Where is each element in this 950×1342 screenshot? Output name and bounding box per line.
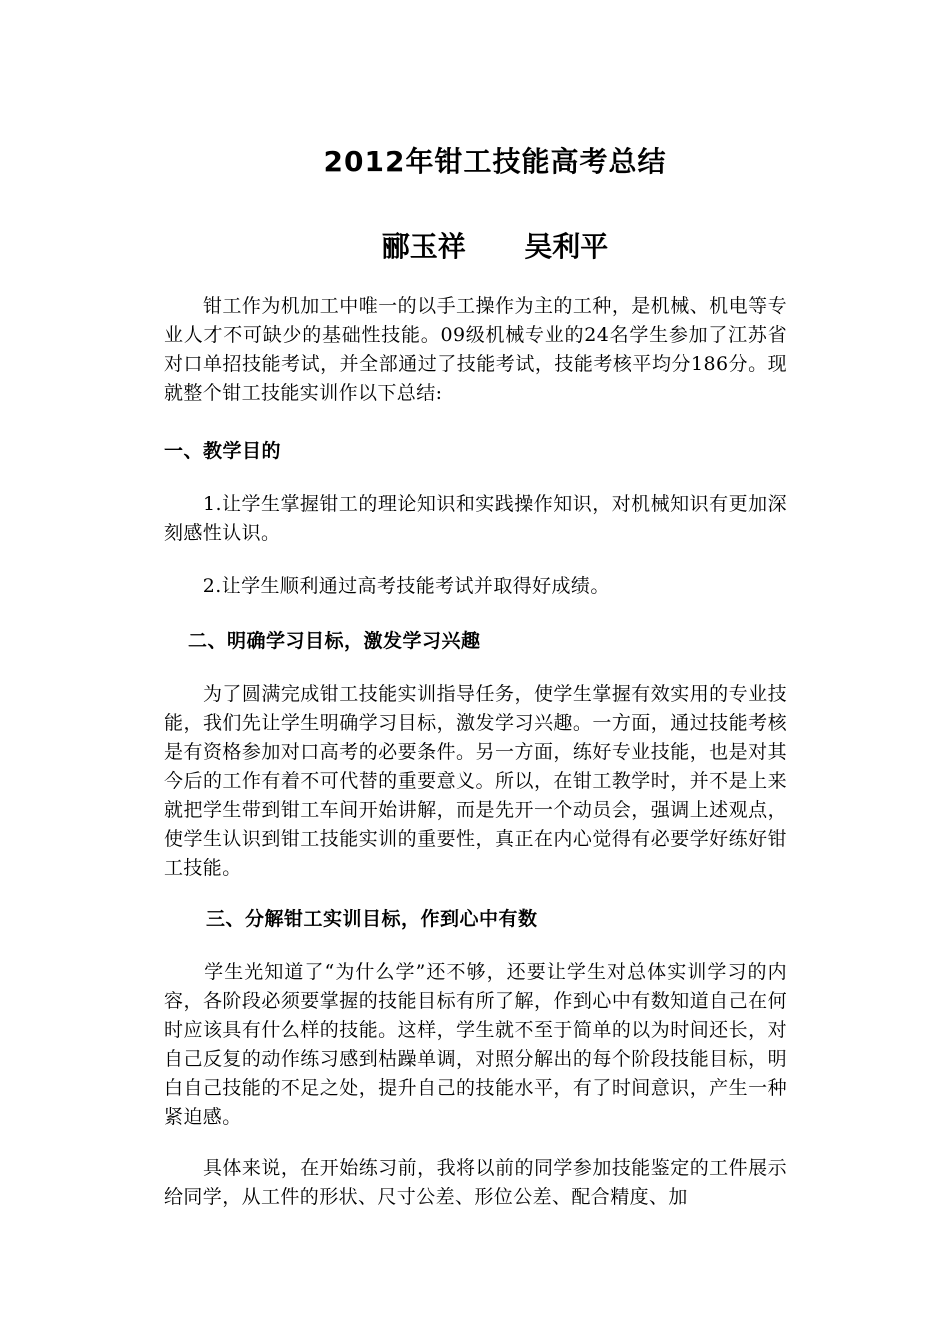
document-title: 2012年钳工技能高考总结 [323,145,667,178]
section1-item2: 2.让学生顺利通过高考技能考试并取得好成绩。 [164,575,610,597]
document-authors: 郦玉祥 吴利平 [381,230,609,263]
section1-item1: 1.让学生掌握钳工的理论知识和实践操作知识，对机械知识有更加深刻感性认识。 [164,493,787,544]
intro-paragraph: 钳工作为机加工中唯一的以手工操作为主的工种，是机械、机电等专业人才不可缺少的基础性技能。09级机械专业的24名学生参加了江苏省对口单招技能考试，并全部通过了技能考试，技能考核平均分186分。现就整个钳工技能实训作以下总结: [164,295,787,404]
section3-heading: 三、分解钳工实训目标，作到心中有数 [206,908,538,930]
section2-heading: 二、明确学习目标，激发学习兴趣 [188,630,481,652]
section3-body1: 学生光知道了“为什么学”还不够，还要让学生对总体实训学习的内容，各阶段必须要掌握的技能目标有所了解，作到心中有数知道自己在何时应该具有什么样的技能。这样，学生就不至于简单的以为时间还长，对自己反复的动作练习感到枯躁单调，对照分解出的每个阶段技能目标，明白自己技能的不足之处，提升自己的技能水平，有了时间意识，产生一种紧迫感。 [164,961,787,1128]
section1-heading: 一、教学目的 [164,440,282,462]
section2-body: 为了圆满完成钳工技能实训指导任务，使学生掌握有效实用的专业技能，我们先让学生明确学习目标，激发学习兴趣。一方面，通过技能考核是有资格参加对口高考的必要条件。另一方面，练好专业技能，也是对其今后的工作有着不可代替的重要意义。所以，在钳工教学时，并不是上来就把学生带到钳工车间开始讲解，而是先开一个动员会，强调上述观点，使学生认识到钳工技能实训的重要性，真正在内心觉得有必要学好练好钳工技能。 [164,683,787,879]
section3-body2: 具体来说，在开始练习前，我将以前的同学参加技能鉴定的工件展示给同学，从工件的形状、尺寸公差、形位公差、配合精度、加 [164,1157,787,1208]
